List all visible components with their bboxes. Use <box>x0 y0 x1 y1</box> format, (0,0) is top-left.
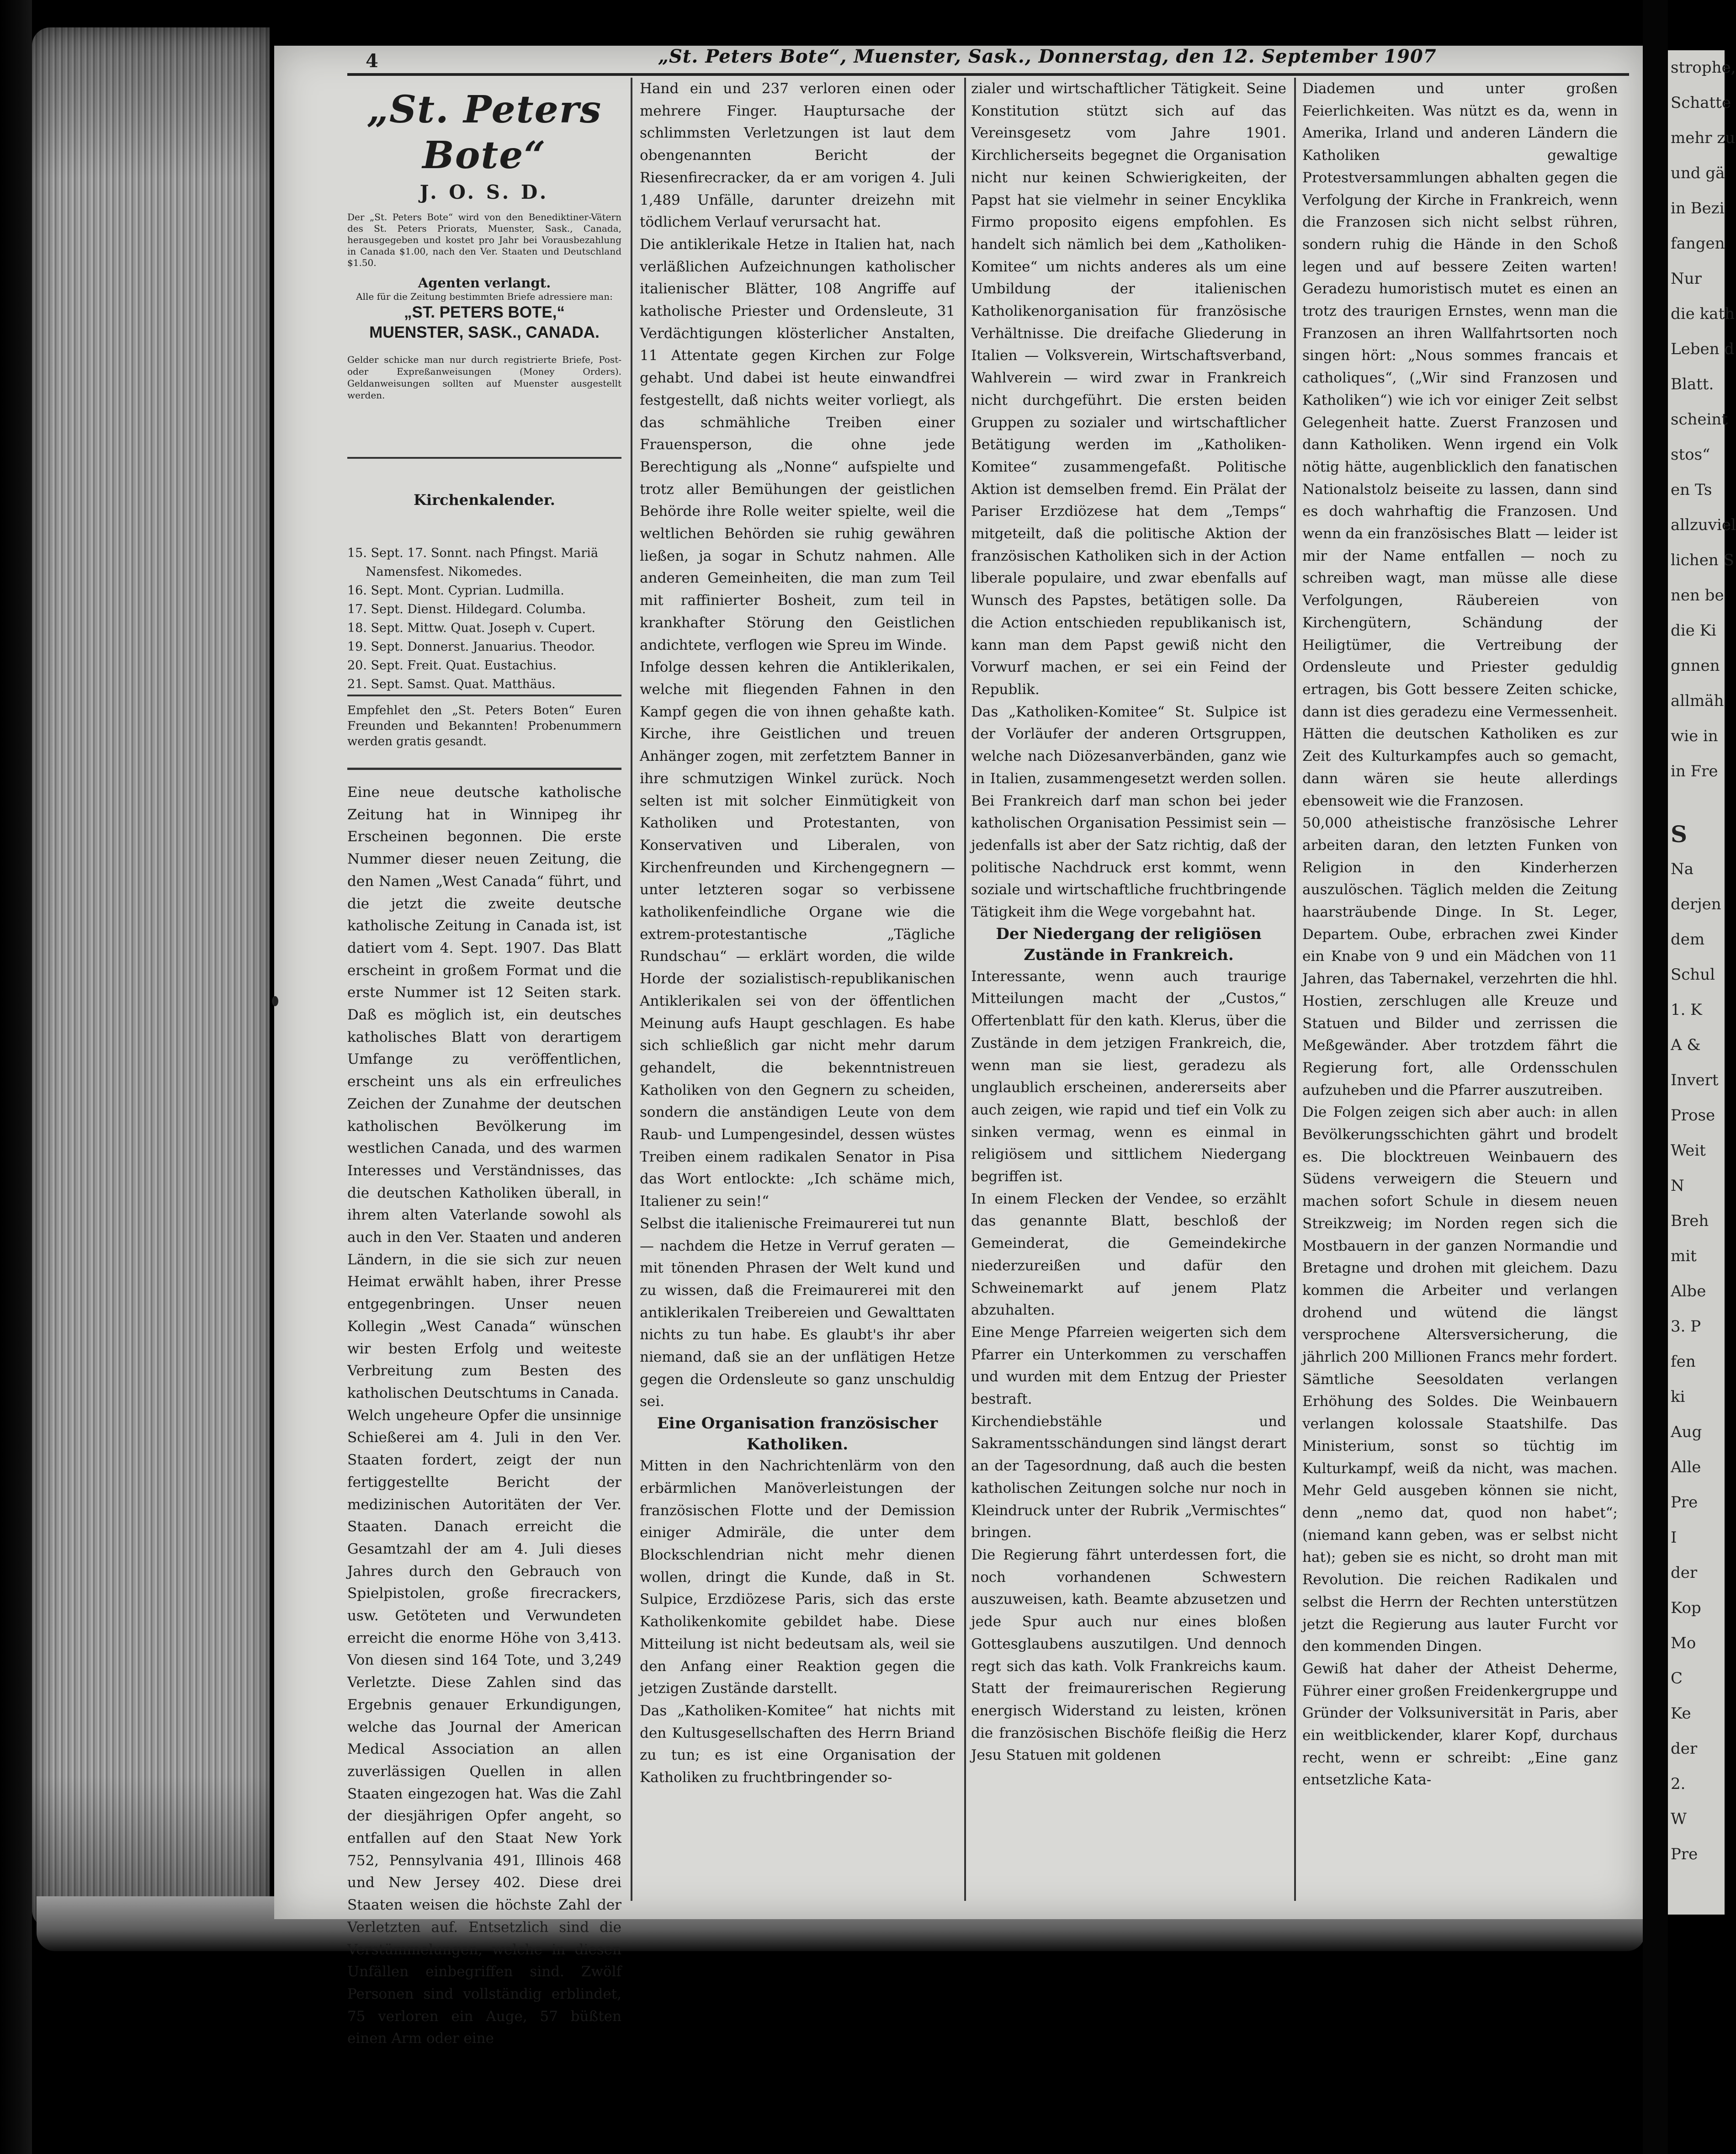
calendar-entry: 21. Sept. Samst. Quat. Matthäus. <box>347 677 556 691</box>
page-edges <box>32 27 270 1928</box>
fragment: Schul <box>1671 966 1715 984</box>
fragment: der <box>1671 1564 1698 1582</box>
fragment: Alle <box>1671 1458 1701 1476</box>
masthead <box>347 87 621 401</box>
kirchenkalender-title: Kirchenkalender. <box>414 491 555 509</box>
column-1-articles <box>347 781 621 2050</box>
fragment: allzuviel <box>1671 516 1736 534</box>
fragment: A & <box>1671 1036 1701 1054</box>
fragment: nen be <box>1671 586 1724 605</box>
fragment: Leben d <box>1671 340 1735 358</box>
fragment: Blatt. <box>1671 375 1714 393</box>
fragment: Na <box>1671 860 1694 878</box>
fragment: Invert <box>1671 1071 1719 1089</box>
fragment: Breh <box>1671 1212 1709 1230</box>
article-paragraph: Mitten in den Nachrichtenlärm von den erbärmlichen Manöverleistungen der französischen Flotte und der Demission einiger Admiräle, die unter dem Blockschlendrian nicht mehr dienen wollen, dringt die Kunde, daß in St. Sulpice, Erzdiözese Paris, sich das erste Katholikenkomite gebildet habe. Diese Mitteilung ist nicht bedeutsam als, weil sie den Anfang einer Reaktion gegen die jetzigen Zustände darstellt. <box>640 1458 955 1697</box>
calendar-entry: 16. Sept. Mont. Cyprian. Ludmilla. <box>347 584 564 598</box>
article-paragraph: Das „Katholiken-Komitee“ St. Sulpice ist der Vorläufer der anderen Ortsgruppen, welche nach Diözesanverbänden, ganz wie in Italien, zusammengesetzt werden sollen. Bei Frankreich darf man schon bei jeder katholischen Organisation Pessimist sein — jedenfalls ist aber der Satz richtig, daß der politische Nachdruck erst kommt, wenn soziale und wirtschaftliche fruchtbringende Tätigkeit ihm die Wege vorgebahnt hat. <box>971 703 1286 921</box>
column-2-articles <box>640 78 955 1789</box>
article-heading: Der Niedergang der religiösen Zustände in Frankreich. <box>996 924 1262 964</box>
address-line-2: MUENSTER, SASK., CANADA. <box>369 324 600 341</box>
newspaper-page <box>274 46 1643 2047</box>
fragment: allmäh <box>1671 692 1724 710</box>
fragment: Albe <box>1671 1282 1706 1300</box>
fragment: und gä <box>1671 164 1725 182</box>
fragment: die Ki <box>1671 621 1716 640</box>
fragment <box>1668 789 1725 817</box>
fragment: S <box>1671 821 1688 848</box>
fragment: N <box>1671 1177 1684 1195</box>
fragment: Pre <box>1671 1493 1698 1512</box>
fragment: derjen <box>1671 895 1721 913</box>
fragment: wie in <box>1671 727 1718 745</box>
fragment: ki <box>1671 1388 1685 1406</box>
fragment: mit <box>1671 1247 1697 1265</box>
masthead-subtitle: J. O. S. D. <box>419 181 549 203</box>
article-paragraph: zialer und wirtschaftlicher Tätigkeit. Seine Konstitution stützt sich auf das Vereinsgesetz vom Jahre 1901. Kirchlicherseits begegnet die Organisation nicht nur keinen Schwierigkeiten, der Papst hat sie vielmehr in seiner Encyklika Firmo proposito eigens empfohlen. Es handelt sich nämlich bei dem „Katholiken-Komitee“ um nichts anderes als um eine Umbildung der italienischen Katholikenorganisation für französische Verhältnisse. Die dreifache Gliederung in Italien — Volksverein, Wirtschaftsverband, Wahlverein — wird zwar in Frankreich nicht durchgeführt. Die ersten beiden Gruppen zu sozialer und wirtschaftlicher Betätigung werden im „Katholiken-Komitee“ zusammengefaßt. Politische Aktion ist demselben fremd. Ein Prälat der Pariser Erzdiözese hat dem „Temps“ mitgeteilt, daß die politische Aktion der französischen Katholiken sich in der Action liberale populaire, und zwar ebenfalls auf Wunsch des Papstes, betätigen solle. Da die Action entschieden republikanisch ist, kann man dem Papst gewiß nicht den Vorwurf machen, er sei ein Feind der Republik. <box>971 80 1286 698</box>
fragment: Aug <box>1671 1423 1702 1441</box>
fragment: in Fre <box>1671 762 1718 780</box>
page-number: 4 <box>366 50 378 72</box>
article-paragraph: Die antiklerikale Hetze in Italien hat, nach verläßlichen Aufzeichnungen katholischer italienischer Blätter, 108 Angriffe auf katholische Priester und Ordensleute, 31 Verdächtigungen klösterlicher Anstalten, 11 Attentate gegen Kirchen zur Folge gehabt. Und dabei ist heute einwandfrei festgestellt, daß nichts weiter vorliegt, als das schmähliche Treiben einer Frauensperson, die ohne jede Berechtigung als „Nonne“ aufspielte und trotz aller Bemühungen der geistlichen Behörde ihre Rolle weiter spielte, weil die weltlichen Behörden sie ruhig gewähren ließen, ja sogar in Schutz nahmen. Alle anderen Gemeinheiten, die man zum Teil mit raffinierter Bosheit, zum teil in krankhafter Störung den Geistlichen andichtete, verflogen wie Spreu im Winde. <box>640 236 955 653</box>
article-paragraph: Eine Menge Pfarreien weigerten sich dem Pfarrer ein Unterkommen zu verschaffen und wurden mit dem Entzug der Priester bestraft. <box>971 1324 1286 1408</box>
column-divider <box>631 78 632 1901</box>
fragment: fangen <box>1671 234 1725 253</box>
fragment: Ke <box>1671 1704 1691 1723</box>
article-paragraph: Kirchendiebstähle und Sakramentsschändungen sind längst derart an der Tagesordnung, daß auch die besten katholischen Zeitungen solche nur noch in Kleindruck unter der Rubrik „Vermischtes“ bringen. <box>971 1413 1286 1541</box>
running-header: „St. Peters Bote“, Muenster, Sask., Donnerstag, den 12. September 1907 <box>658 46 1437 67</box>
column-3-articles <box>971 78 1286 1767</box>
agents-heading: Agenten verlangt. <box>418 275 551 291</box>
calendar-entry: 20. Sept. Freit. Quat. Eustachius. <box>347 658 557 673</box>
fragment: W <box>1671 1810 1687 1828</box>
book-gutter <box>1643 0 1668 2154</box>
recommendation-notice: Empfehlet den „St. Peters Boten“ Euren Freunden und Bekannten! Probenummern werden gratis gesandt. <box>347 704 621 748</box>
calendar-entry: 19. Sept. Donnerst. Januarius. Theodor. <box>347 640 595 654</box>
fragment: 3. P <box>1671 1317 1701 1336</box>
fragment: Prose <box>1671 1106 1715 1125</box>
agents-text: Alle für die Zeitung bestimmten Briefe adressiere man: <box>356 291 613 302</box>
fragment: 1. K <box>1671 1001 1702 1019</box>
article-paragraph: Diademen und unter großen Feierlichkeiten. Was nützt es da, wenn in Amerika, Irland und anderen Ländern die Katholiken gewaltige Protestversammlungen abhalten gegen die Verfolgung der Kirche in Frankreich, wenn die Franzosen sich nicht selbst rühren, sondern ruhig die Hände in den Schoß legen und auf bessere Zeiten warten! Geradezu humoristisch mutet es einen an trotz des traurigen Ernstes, wenn man die Franzosen an ihren Wallfahrtsorten noch singen hört: „Nous sommes francais et catholiques“, („Wir sind Franzosen und Katholiken“) wie ich vor einiger Zeit selbst Gelegenheit hatte. Zuerst Franzosen und dann Katholiken. Wenn irgend ein Volk nötig hätte, augenblicklich den fanatischen Nationalstolz beiseite zu lassen, dann sind es doch wahrhaftig die Franzosen. Und wenn da ein französisches Blatt — leider ist mir der Name entfallen — noch zu schreiben wagt, man müsse alle diese Verfolgungen, Räubereien von Kirchengütern, Schändung der Heiligtümer, die Vertreibung der Ordensleute und Priester geduldig ertragen, bis Gott bessere Zeiten schicke, dann ist dies geradezu eine Vermessenheit. Hätten die deutschen Katholiken es zur Zeit des Kulturkampfes auch so gemacht, dann wären sie heute allerdings ebensoweit wie die Franzosen. <box>1302 80 1618 809</box>
money-notice: Gelder schicke man nur durch registrierte Briefe, Post- oder Expreßanweisungen (Money Orders). Geldanweisungen sollten auf Muenster ausgestellt werden. <box>347 354 621 401</box>
masthead-title: „St. Peters Bote“ <box>366 88 602 177</box>
article-paragraph: Welch ungeheure Opfer die unsinnige Schießerei am 4. Juli in den Ver. Staaten fordert, zeigt der nun fertiggestellte Bericht der medizinischen Autoritäten der Ver. Staaten. Danach erreicht die Gesamtzahl der am 4. Juli dieses Jahres durch den Gebrauch von Spielpistolen, große firecrackers, usw. Getöteten und Verwundeten erreicht die enorme Höhe von 3,413. Von diesen sind 164 Tote, und 3,249 Verletzte. Diese Zahlen sind das Ergebnis genauer Erkundigungen, welche das Journal der American Medical Association an allen zuverlässigen Quellen in allen Staaten eingezogen hat. Was die Zahl der diesjährigen Opfer angeht, so entfallen auf den Staat New York 752, Pennsylvania 491, Illinois 468 und New Jersey 402. Diese drei Staaten weisen die höchste Zahl der Verletzten auf. Entsetzlich sind die Verstümmelungen, welche in diesen Unfällen einbegriffen sind. Zwölf Personen sind vollständig erblindet, 75 verloren ein Auge, 57 büßten einen Arm oder eine <box>347 1407 621 2047</box>
fragment: Schatte <box>1671 94 1731 112</box>
address-line-1: „ST. PETERS BOTE,“ <box>404 303 565 321</box>
header-rule <box>347 73 1629 76</box>
calendar-entry: Namensfest. Nikomedes. <box>366 565 522 579</box>
article-paragraph: Das „Katholiken-Komitee“ hat nichts mit den Kultusgesellschaften des Herrn Briand zu tun; es ist eine Organisation der Katholiken zu fruchtbringender so- <box>640 1702 955 1786</box>
fragment: mehr zu <box>1671 129 1736 147</box>
fragment: in Bezi <box>1671 199 1725 218</box>
fragment: strophe, <box>1671 58 1736 77</box>
article-paragraph: In einem Flecken der Vendee, so erzählt das genannte Blatt, beschloß der Gemeinderat, die Gemeindekirche niederzureißen und dafür den Schweinemarkt auf jenem Platz abzuhalten. <box>971 1190 1286 1319</box>
article-paragraph: Hand ein und 237 verloren einen oder mehrere Finger. Hauptursache der schlimmsten Verletzungen ist laut dem obengenannten Bericht der Riesenfirecracker, da er am vorigen 4. Juli 1,489 Unfälle, darunter dreizehn mit tödlichem Verlauf verursacht hat. <box>640 80 955 231</box>
article-paragraph: Infolge dessen kehren die Antiklerikalen, welche mit fliegenden Fahnen in den Kampf gegen die von ihnen gehaßte kath. Kirche, ihre Geistlichen und treuen Anhänger zogen, mit zerfetztem Banner in ihre schmutzigen Winkel zurück. Noch selten ist mit solcher Einmütigkeit von Katholiken und Protestanten, von Konservativen und Liberalen, von Kirchenfreunden und Kirchengegnern — unter letzteren sogar so verbissene katholikenfeindliche Organe wie die extrem-protestantische „Tägliche Rundschau“ — erklärt worden, die wilde Horde der sozialistisch-republikanischen Antiklerikalen sei von der öffentlichen Meinung aufs Haupt geschlagen. Es habe sich schließlich gar nicht mehr darum gehandelt, die bekenntnistreuen Katholiken von den Gegnern zu scheiden, sondern die anständigen Leute von dem Raub- und Lumpengesindel, dessen wüstes Treiben einem radikalen Senator in Pisa das Wort entlockte: „Ich schäme mich, Italiener zu sein!“ <box>640 659 955 1210</box>
fragment: scheint <box>1671 410 1728 429</box>
article-paragraph: Die Regierung fährt unterdessen fort, die noch vorhandenen Schwestern auszuweisen, kath. Beamte abzusetzen und jede Spur auch nur eines bloßen Gottesglaubens auszutilgen. Und dennoch regt sich das kath. Volk Frankreichs kaum. Statt der freimaurerischen Regierung energisch Widerstand zu leisten, krönen die französischen Bischöfe fleißig die Herz Jesu Statuen mit goldenen <box>971 1547 1286 1764</box>
divider <box>347 695 621 696</box>
article-paragraph: Interessante, wenn auch traurige Mitteilungen macht der „Custos,“ Offertenblatt für den kath. Klerus, über die Zustände in dem jetzigen Frankreich, die, wenn man sie liest, geradezu als unglaublich erscheinen, andererseits aber auch zeigen, wie rapid und tief ein Volk zu sinken vermag, wenn es einmal in religiösem und sittlichem Niedergang begriffen ist. <box>971 968 1286 1185</box>
fragment: lichen S <box>1671 551 1734 569</box>
fragment: Kop <box>1671 1599 1701 1617</box>
calendar-entry: 15. Sept. 17. Sonnt. nach Pfingst. Mariä <box>347 546 599 560</box>
fragment: Nur <box>1671 270 1702 288</box>
adjacent-page-edge <box>1668 50 1736 1915</box>
calendar-entry: 18. Sept. Mittw. Quat. Joseph v. Cupert. <box>347 621 596 635</box>
fragment: dem <box>1671 930 1705 949</box>
column-divider <box>964 78 966 1901</box>
article-paragraph: Eine neue deutsche katholische Zeitung hat in Winnipeg ihr Erscheinen begonnen. Die erste Nummer dieser neuen Zeitung, die den Namen „West Canada“ führt, und die jetzt die zweite deutsche katholische Zeitung in Canada ist, ist datiert vom 4. Sept. 1907. Das Blatt erscheint in großem Format und die erste Nummer ist 12 Seiten stark. Daß es möglich ist, ein deutsches katholisches Blatt von derartigem Umfange zu veröffentlichen, erscheint uns als ein erfreuliches Zeichen der Zunahme der deutschen katholischen Bevölkerung im westlichen Canada, und des warmen Interesses und Verständnisses, das die deutschen Katholiken überall, in ihrem alten Vaterlande sowohl als auch in den Ver. Staaten und anderen Ländern, in die sie sich zur neuen Heimat erwählt haben, ihrer Presse entgegenbringen. Unser neuen Kollegin „West Canada“ wünschen wir besten Erfolg und weiteste Verbreitung zum Besten des katholischen Deutschtums in Canada. <box>347 784 621 1401</box>
fragment: Mo <box>1671 1634 1696 1652</box>
fragment: Weit <box>1671 1141 1706 1160</box>
article-paragraph: Gewiß hat daher der Atheist Deherme, Führer einer großen Freidenkergruppe und Gründer der Volksuniversität in Paris, aber ein weitblickender, klarer Kopf, durchaus recht, wenn er schreibt: „Eine ganz entsetzliche Kata- <box>1302 1660 1618 1788</box>
fragment: die kath <box>1671 305 1735 323</box>
column-4-articles <box>1302 78 1618 1791</box>
article-paragraph: Selbst die italienische Freimaurerei tut nun — nachdem die Hetze in Verruf geraten — mit tönenden Phrasen der Welt kund und zu wissen, daß die Freimaurerei mit den antiklerikalen Treibereien und Gewalttaten nichts zu tun habe. Es glaubt's ihr aber niemand, daß sie an der unflätigen Hetze gegen die Ordensleute so ganz unschuldig sei. <box>640 1215 955 1410</box>
calendar-entry: 17. Sept. Dienst. Hildegard. Columba. <box>347 602 586 616</box>
fragment: C <box>1671 1669 1683 1687</box>
fragment: gnnen <box>1671 657 1720 675</box>
kirchenkalender-list <box>347 544 621 694</box>
divider <box>347 768 621 770</box>
fragment: I <box>1671 1528 1677 1547</box>
article-paragraph: 50,000 atheistische französische Lehrer arbeiten daran, den letzten Funken von Religion in den Kinderherzen auszulöschen. Täglich melden die Zeitung haarsträubende Dinge. In St. Leger, Departem. Oube, erbrachen zwei Kinder ein Knabe von 9 und ein Mädchen von 11 Jahren, das Tabernakel, verzehrten die hhl. Hostien, zerschlugen alle Kreuze und Statuen und Bilder und zerrissen die Meßgewänder. Aber trotzdem fährt die Regierung fort, alle Ordensschulen aufzuheben und die Pfarrer auszutreiben. <box>1302 815 1618 1098</box>
fragment: fen <box>1671 1353 1696 1371</box>
masthead-description: Der „St. Peters Bote“ wird von den Benediktiner-Vätern des St. Peters Priorats, Muenster, Sask., Canada, herausgegeben und kostet pro Jahr bei Vorausbezahlung in Canada $1.00, nach den Ver. Staaten und Deutschland $1.50. <box>347 212 621 268</box>
book-binding <box>0 0 32 2154</box>
fragment: en Ts <box>1671 481 1712 499</box>
fragment: Pre <box>1671 1845 1698 1863</box>
divider <box>347 457 621 459</box>
ink-spot <box>272 996 278 1006</box>
fragment: 2. <box>1671 1775 1686 1793</box>
column-divider <box>1294 78 1296 1901</box>
article-heading: Eine Organisation französischer Katholiken. <box>657 1414 938 1454</box>
fragment: stos“ <box>1671 446 1710 464</box>
fragment: der <box>1671 1740 1698 1758</box>
article-paragraph: Die Folgen zeigen sich aber auch: in allen Bevölkerungsschichten gährt und brodelt es. Die blocktreuen Weinbauern des Südens verweigern die Steuern und machen sofort Schule in diesem neuen Streikzweig; im Norden regen sich die Mostbauern in der ganzen Normandie und Bretagne und drohen mit gleichem. Dazu kommen die Arbeiter und verlangen drohend und wütend die längst versprochene Altersversicherung, die jährlich 200 Millionen Francs mehr fordert. Sämtliche Seesoldaten verlangen Erhöhung des Soldes. Die Weinbauern verlangen kolossale Staatshilfe. Das Ministerium, sonst so tüchtig im Kulturkampf, weiß da nicht, was machen. Mehr Geld ausgeben können sie nicht, denn „nemo dat, quod non habet“; (niemand kann geben, was er selbst nicht hat); geben sie es nicht, so droht man mit Revolution. Die reichen Radikalen und selbst die Herrn der Rechten unterstützen jetzt die Regierung aus lauter Furcht vor den kommenden Dingen. <box>1302 1104 1618 1655</box>
